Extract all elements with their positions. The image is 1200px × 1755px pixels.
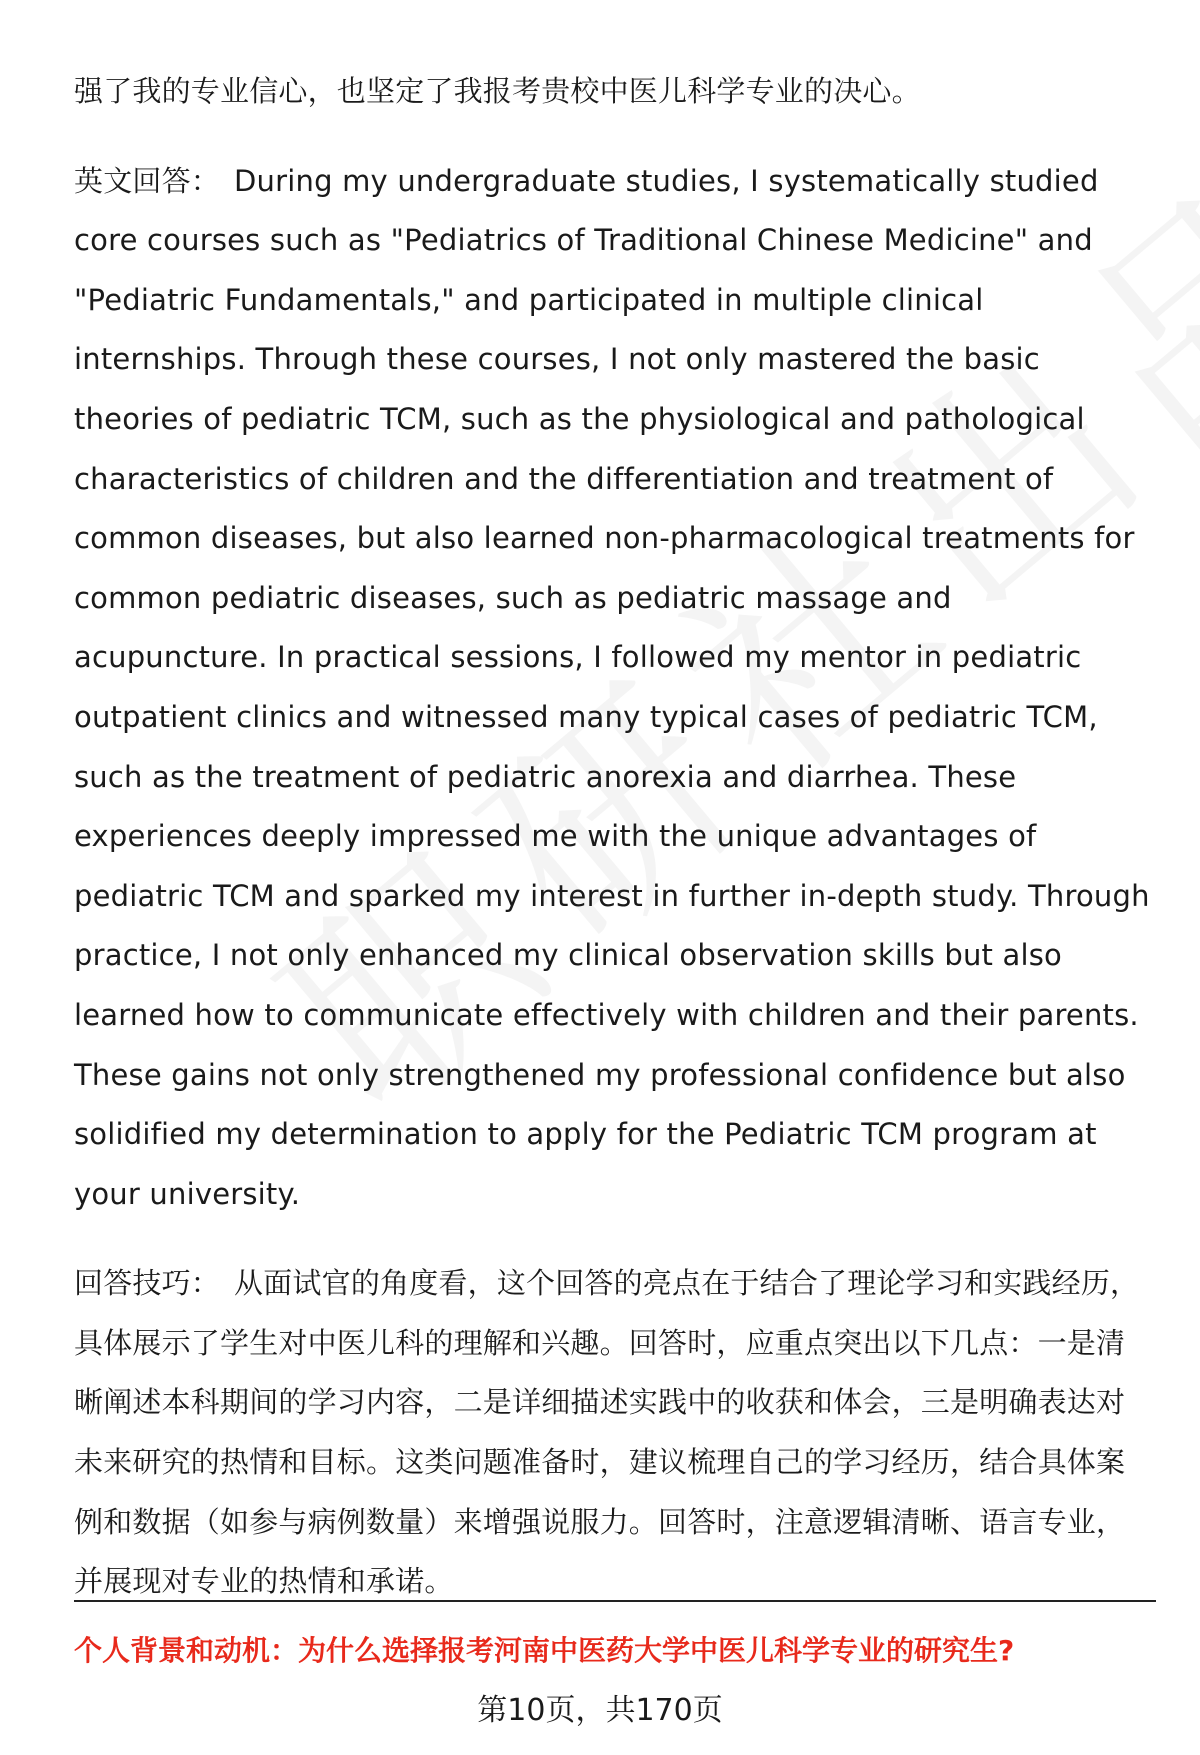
english-answer-paragraph (74, 152, 1152, 1225)
english-answer-text: During my undergraduate studies, I systematically studied core courses such as "Pediatrics of Traditional Chinese Medicine" and "Pediatric Fundamentals," and participated in multiple clinical internships. Through these courses, I not only mastered the basic theories of pediatric TCM, such as the physiological and pathological characteristics of children and the differentiation and treatment of common diseases, but also learned non-pharmacological treatments for common pediatric diseases, such as pediatric massage and acupuncture. In practical sessions, I followed my mentor in pediatric outpatient clinics and witnessed many typical cases of pediatric TCM, such as the treatment of pediatric anorexia and diarrhea. These experiences deeply impressed me with the unique advantages of pediatric TCM and sparked my interest in further in-depth study. Through practice, I not only enhanced my clinical observation skills but also learned how to communicate effectively with children and their parents. These gains not only strengthened my professional confidence but also solidified my determination to apply for the Pediatric TCM program at your university. (74, 163, 1150, 1211)
continuation-paragraph: 强了我的专业信心，也坚定了我报考贵校中医儿科学专业的决心。 (74, 74, 921, 108)
section-divider (74, 1600, 1156, 1602)
answer-tips-paragraph (74, 1254, 1152, 1612)
answer-content (74, 62, 1152, 1612)
answer-tips-text: 从面试官的角度看，这个回答的亮点在于结合了理论学习和实践经历，具体展示了学生对中医儿科的理解和兴趣。回答时，应重点突出以下几点：一是清晰阐述本科期间的学习内容，二是详细描述实践中的收获和体会，三是明确表达对未来研究的热情和目标。这类问题准备时，建议梳理自己的学习经历，结合具体案例和数据（如参与病例数量）来增强说服力。回答时，注意逻辑清晰、语言专业，并展现对专业的热情和承诺。 (74, 1266, 1140, 1599)
page-number: 第10页，共170页 (477, 1693, 723, 1728)
next-question-heading: 个人背景和动机：为什么选择报考河南中医药大学中医儿科学专业的研究生? (74, 1634, 1015, 1667)
english-answer-label: 英文回答： (74, 163, 221, 198)
answer-tips-label: 回答技巧： (74, 1266, 221, 1301)
